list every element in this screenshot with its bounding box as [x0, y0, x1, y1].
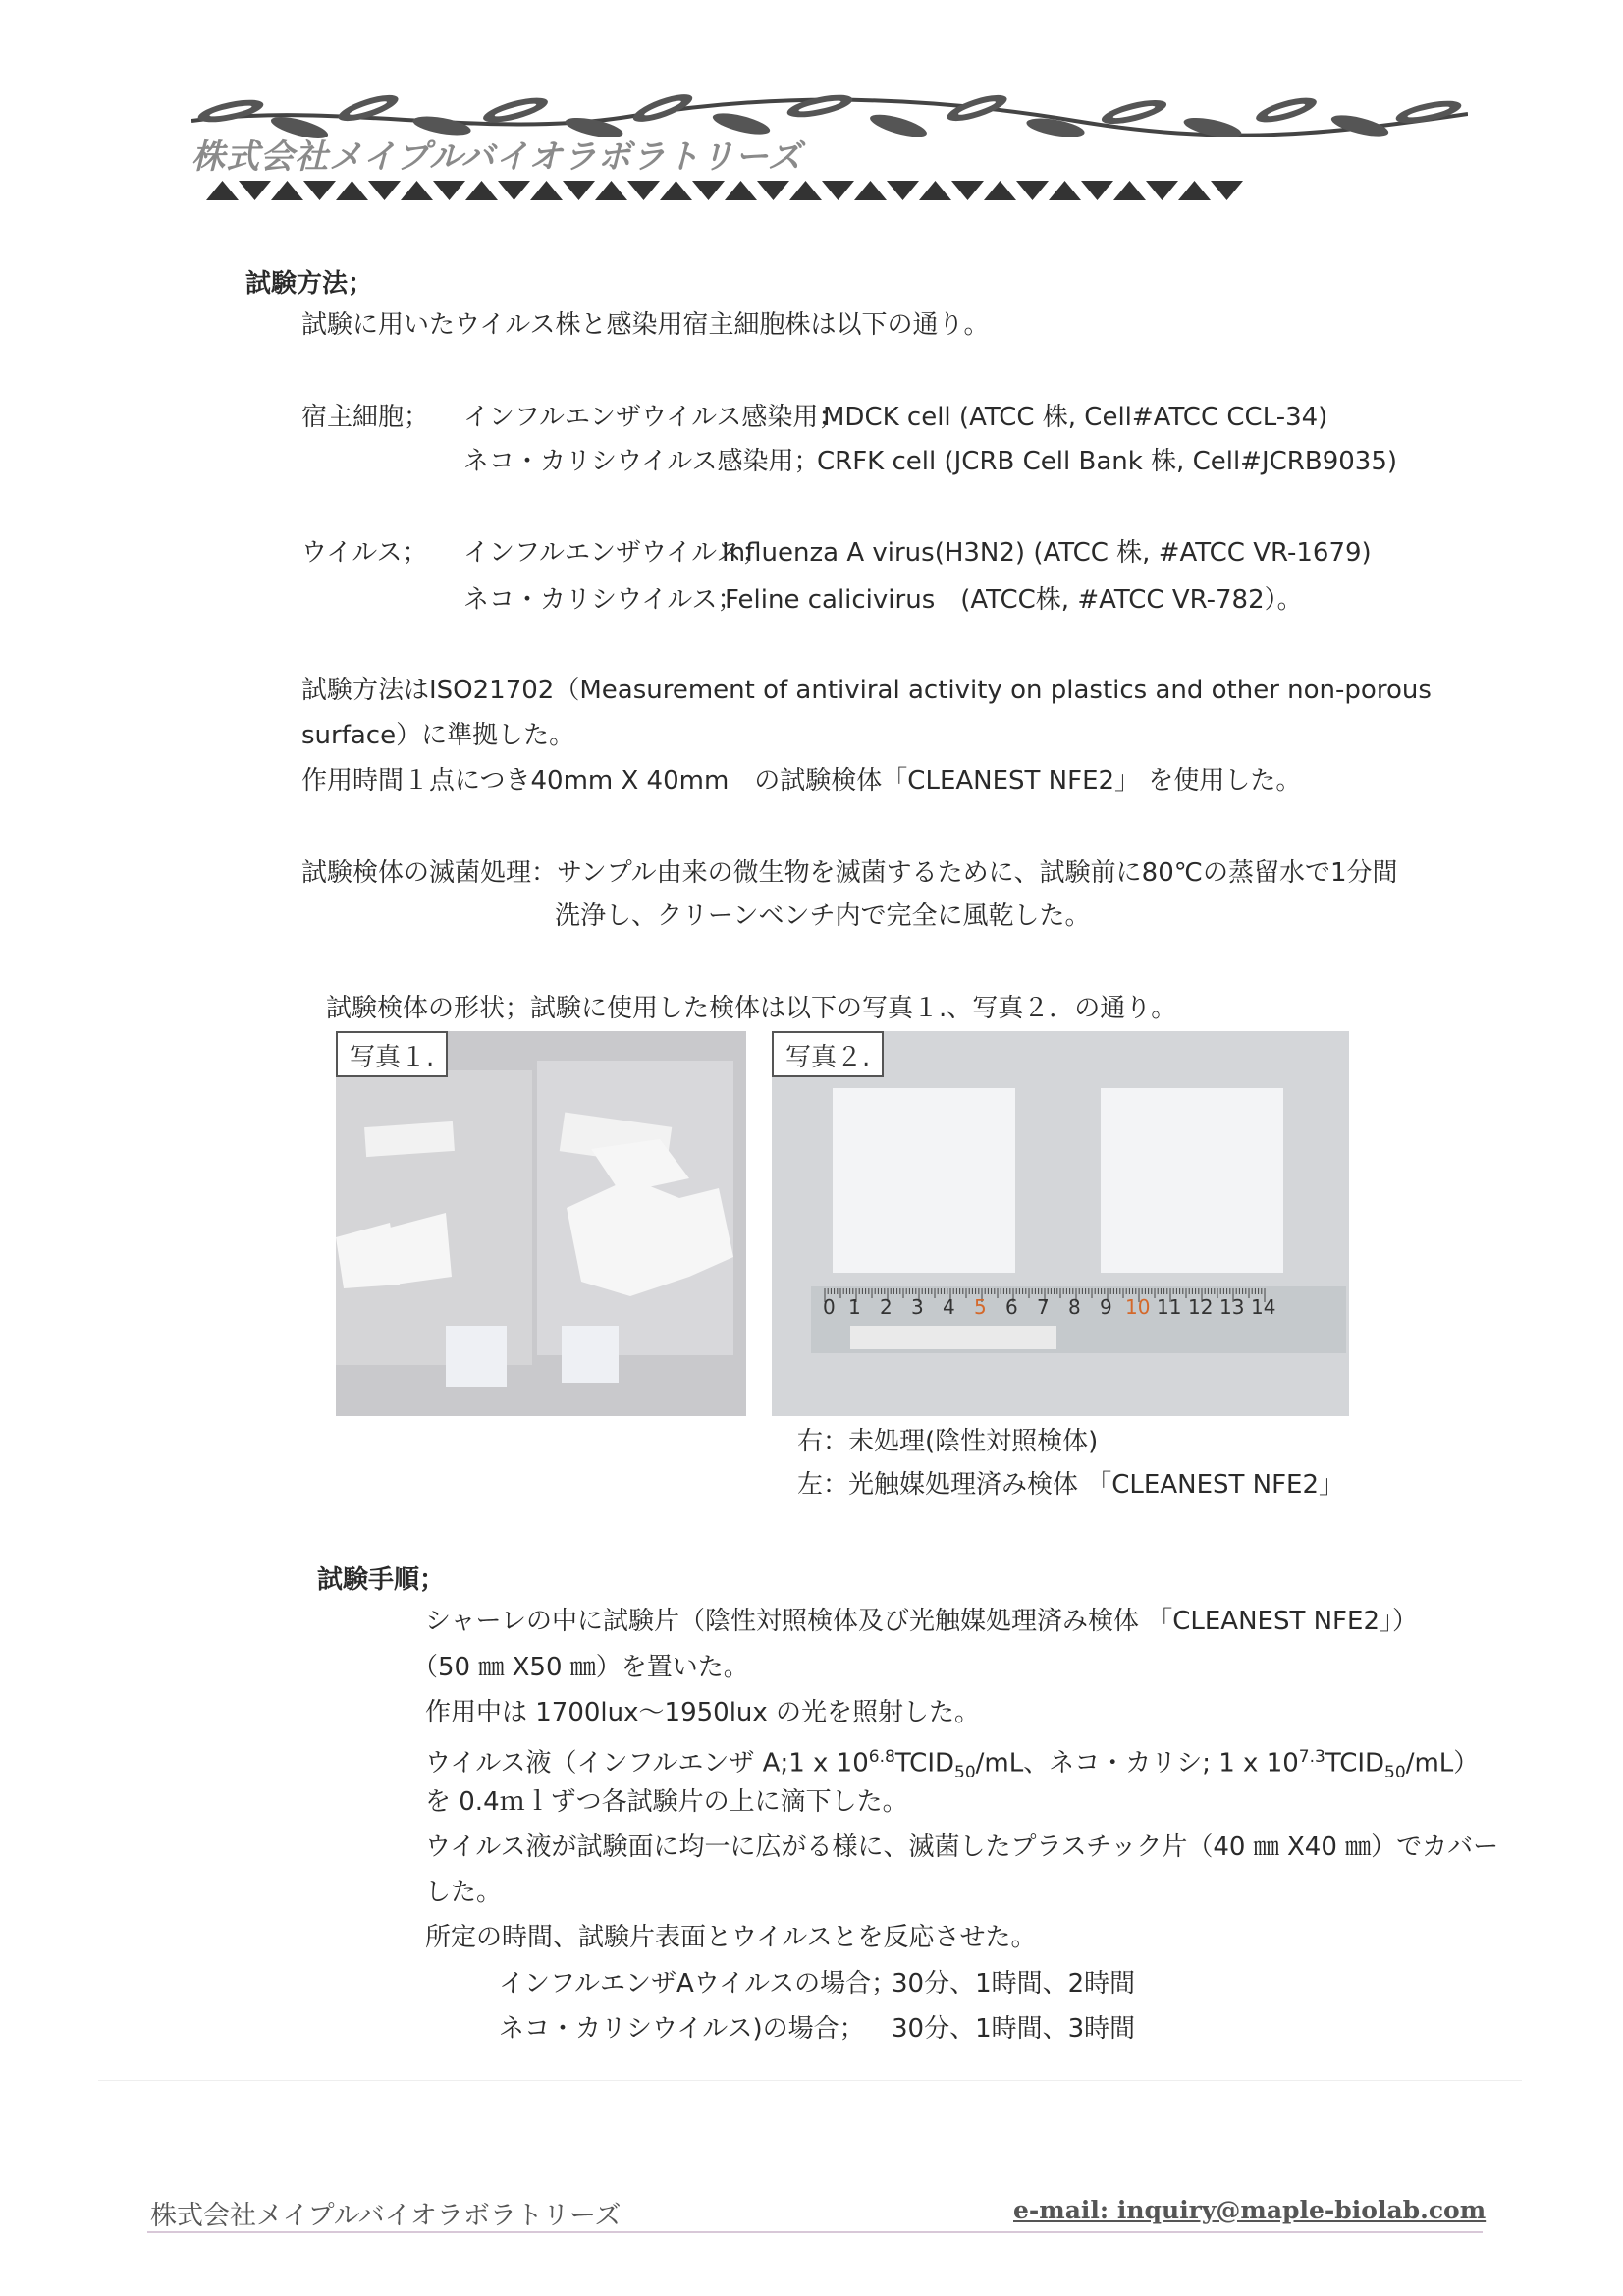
triangle-pattern-decoration [206, 179, 1252, 202]
svg-text:4: 4 [943, 1295, 955, 1319]
triangle-ornament [271, 181, 303, 200]
triangle-ornament [757, 181, 789, 200]
procedure-line: 所定の時間、試験片表面とウイルスとを反応させた。 [425, 1923, 1037, 1952]
triangle-ornament [822, 181, 854, 200]
svg-text:13: 13 [1219, 1295, 1245, 1319]
sterilization-text-line: 洗浄し、クリーンベンチ内で完全に風乾した。 [555, 902, 1091, 931]
method-text-line: surface）に準拠した。 [301, 721, 575, 750]
titer-text: ウイルス液（インフルエンザ A;1 x 10 [425, 1748, 869, 1778]
triangle-ornament [1113, 181, 1146, 200]
titer-exponent: 6.8 [868, 1747, 895, 1767]
virus-label: ウイルス； [301, 538, 428, 568]
method-text-line: 作用時間１点につき40mm X 40mm の試験検体「CLEANEST NFE2」 を使用した。 [301, 766, 1302, 795]
triangle-ornament [433, 181, 465, 200]
svg-text:8: 8 [1068, 1295, 1081, 1319]
divider [98, 2080, 1522, 2081]
svg-text:1: 1 [848, 1295, 861, 1319]
triangle-ornament [1049, 181, 1081, 200]
reaction-time-label: インフルエンザAウイルスの場合； [499, 1969, 897, 1998]
triangle-ornament [336, 181, 368, 200]
triangle-ornament [1016, 181, 1049, 200]
triangle-ornament [887, 181, 919, 200]
procedure-line: 作用中は 1700lux～1950lux の光を照射した。 [425, 1698, 981, 1727]
triangle-ornament [627, 181, 660, 200]
titer-subscript: 50 [1384, 1762, 1406, 1782]
triangle-ornament [303, 181, 336, 200]
intro-text: 試験に用いたウイルス株と感染用宿主細胞株は以下の通り。 [301, 310, 990, 340]
procedure-line: した。 [425, 1878, 503, 1907]
triangle-ornament [854, 181, 887, 200]
sample-bags-illustration [336, 1031, 746, 1416]
titer-text: /mL） [1405, 1748, 1480, 1778]
method-text-line: 試験方法はISO21702（Measurement of antiviral activity on plastics and other non-porous [301, 676, 1432, 705]
titer-unit: TCID [894, 1748, 955, 1778]
triangle-ornament [401, 181, 433, 200]
samples-ruler-illustration [772, 1031, 1349, 1416]
section-heading-test-procedure: 試験手順； [317, 1565, 446, 1595]
triangle-ornament [563, 181, 595, 200]
svg-text:5: 5 [974, 1295, 987, 1319]
photo-2-label: 写真２. [772, 1031, 884, 1077]
triangle-ornament [206, 181, 239, 200]
photo-1-label: 写真１. [336, 1031, 448, 1077]
photo-1-sample-bags [336, 1031, 746, 1416]
triangle-ornament [498, 181, 530, 200]
reaction-time-value: 30分、1時間、3時間 [892, 2014, 1136, 2044]
virus-strain: Feline calicivirus (ATCC株, #ATCC VR-782）。 [725, 585, 1303, 615]
svg-text:3: 3 [911, 1295, 924, 1319]
procedure-line-virus-titer [425, 1742, 1479, 1787]
host-cell-use: ネコ・カリシウイルス感染用； [463, 447, 820, 476]
footer-divider [147, 2231, 1483, 2233]
host-cell-name: MDCK cell (ATCC 株, Cell#ATCC CCL-34) [823, 403, 1328, 432]
triangle-ornament [692, 181, 725, 200]
procedure-line: を 0.4ｍｌずつ各試験片の上に滴下した。 [425, 1787, 908, 1817]
sterilization-text-line: 試験検体の滅菌処理：サンプル由来の微生物を滅菌するために、試験前に80℃の蒸留水で1分間 [301, 858, 1398, 888]
footer-company: 株式会社メイプルバイオラボラトリーズ [150, 2201, 622, 2231]
svg-text:6: 6 [1005, 1295, 1018, 1319]
footer-email-link[interactable]: e-mail: inquiry@maple-biolab.com [1013, 2196, 1487, 2224]
triangle-ornament [239, 181, 271, 200]
svg-text:10: 10 [1125, 1295, 1151, 1319]
ruler-numbers [823, 1295, 1275, 1319]
virus-strain: Influenza A virus(H3N2) (ATCC 株, #ATCC VR-1679) [722, 538, 1372, 568]
triangle-ornament [1146, 181, 1178, 200]
triangle-ornament [984, 181, 1016, 200]
procedure-line: ウイルス液が試験面に均一に広がる様に、滅菌したプラスチック片（40 ㎜ X40 ㎜）でカバー [425, 1832, 1499, 1862]
titer-exponent: 7.3 [1298, 1747, 1325, 1767]
svg-text:0: 0 [823, 1295, 836, 1319]
triangle-ornament [530, 181, 563, 200]
caption-left: 左：光触媒処理済み検体 「CLEANEST NFE2」 [797, 1470, 1345, 1500]
svg-text:14: 14 [1251, 1295, 1276, 1319]
reaction-time-value: 30分、1時間、2時間 [892, 1969, 1136, 1998]
caption-right: 右：未処理(陰性対照検体) [797, 1427, 1099, 1456]
triangle-ornament [789, 181, 822, 200]
triangle-ornament [725, 181, 757, 200]
svg-text:9: 9 [1100, 1295, 1112, 1319]
reaction-time-label: ネコ・カリシウイルス)の場合； [499, 2014, 865, 2044]
triangle-ornament [368, 181, 401, 200]
sample-shape-text: 試験検体の形状；試験に使用した検体は以下の写真１.、写真２．の通り。 [326, 994, 1177, 1023]
company-header: 株式会社メイプルバイオラボラトリーズ [191, 137, 802, 177]
virus-name: ネコ・カリシウイルス； [463, 585, 743, 615]
triangle-ornament [951, 181, 984, 200]
photo-2-samples-with-ruler [772, 1031, 1349, 1416]
svg-text:7: 7 [1037, 1295, 1050, 1319]
triangle-ornament [1081, 181, 1113, 200]
host-cell-name: CRFK cell (JCRB Cell Bank 株, Cell#JCRB9035) [817, 447, 1398, 476]
triangle-ornament [595, 181, 627, 200]
procedure-line: シャーレの中に試験片（陰性対照検体及び光触媒処理済み検体 「CLEANEST NFE2」） [425, 1607, 1418, 1636]
triangle-ornament [1178, 181, 1211, 200]
triangle-ornament [1211, 181, 1243, 200]
triangle-ornament [465, 181, 498, 200]
host-cells-label: 宿主細胞； [301, 403, 430, 432]
procedure-line: （50 ㎜ X50 ㎜）を置いた。 [412, 1653, 749, 1682]
titer-unit: TCID [1325, 1748, 1385, 1778]
section-heading-test-method: 試験方法； [245, 269, 374, 299]
svg-text:2: 2 [880, 1295, 893, 1319]
triangle-ornament [660, 181, 692, 200]
virus-name: インフルエンザウイルス； [463, 538, 768, 568]
titer-subscript: 50 [954, 1762, 976, 1782]
svg-text:12: 12 [1188, 1295, 1214, 1319]
host-cell-use: インフルエンザウイルス感染用； [463, 403, 844, 432]
titer-text: /mL、ネコ・カリシ; 1 x 10 [975, 1748, 1299, 1778]
svg-text:11: 11 [1157, 1295, 1182, 1319]
triangle-ornament [919, 181, 951, 200]
